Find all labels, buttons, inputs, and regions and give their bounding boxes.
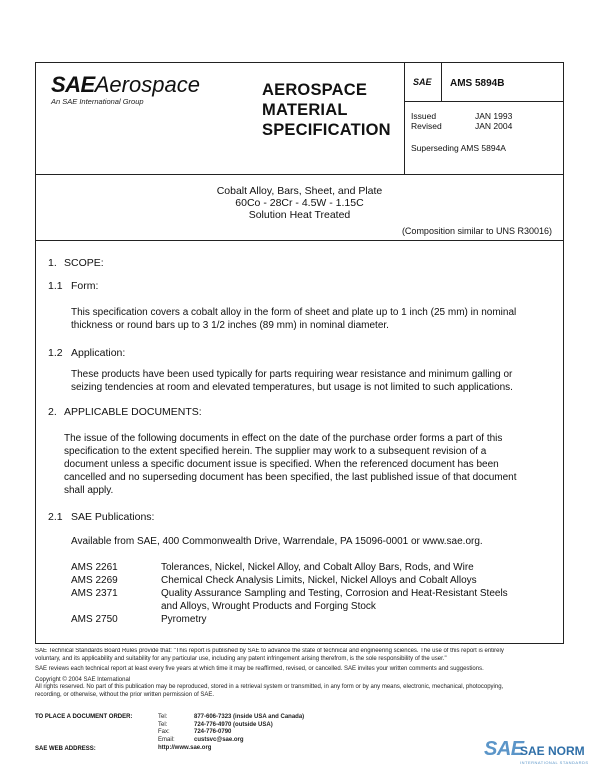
section-2-number: 2.: [48, 406, 57, 418]
doc-number: AMS 5894B: [450, 78, 505, 89]
section-1-2-title: Application:: [71, 347, 126, 359]
section-2-text: [64, 432, 517, 497]
logo-tagline: An SAE International Group: [51, 97, 144, 106]
footer-line: All rights reserved. No part of this publication may be reproduced, stored in a retrieval system or transmitted, in any form or by any means, electronic, mechanical, photocopying,: [35, 684, 504, 691]
text-line: These products have been used typically for parts requiring wear resistance and minimum galling or: [71, 369, 513, 380]
ref-code: AMS 2269: [71, 575, 118, 586]
watermark-sae-logo: SAE: [484, 738, 524, 760]
text-line: cancelled and no superseding document has been specified, the last published issue of that document: [64, 472, 517, 483]
docnum-divider: [404, 101, 564, 102]
section-1-1-number: 1.1: [48, 280, 63, 292]
ref-desc: Tolerances, Nickel, Nickel Alloy, and Cobalt Alloy Bars, Rods, and Wire: [161, 562, 474, 573]
section-1-1-title: Form:: [71, 280, 99, 292]
text-line: document unless a specific document issue is specified. When the referenced document has been: [64, 459, 499, 470]
text-line: shall apply.: [64, 485, 114, 496]
contact-label: Tel:: [158, 721, 168, 728]
footer-line: SAE Technical Standards Board Rules provide that: "This report is published by SAE to advance the state of technical and engineering sciences. The use of this report is entirely: [35, 648, 504, 654]
text-line: This specification covers a cobalt alloy in the form of sheet and plate up to 1 inch (25 mm) in nominal: [71, 307, 517, 318]
spec-title-line3: SPECIFICATION: [262, 121, 391, 139]
section-1-title: SCOPE:: [64, 257, 104, 269]
section-2-1-title: SAE Publications:: [71, 511, 155, 523]
section-2-1-text: Available from SAE, 400 Commonwealth Drive, Warrendale, PA 15096-0001 or www.sae.org.: [71, 536, 483, 547]
contact-label: Email:: [158, 736, 175, 743]
docnum-separator: [441, 62, 442, 101]
contact-value: 724-776-4970 (outside USA): [194, 721, 273, 728]
title-line3: Solution Heat Treated: [248, 209, 351, 221]
title-line2: 60Co - 28Cr - 4.5W - 1.15C: [235, 197, 364, 209]
ref-desc: and Alloys, Wrought Products and Forging Stock: [161, 601, 376, 612]
section-1-1-text: [71, 306, 516, 332]
title-line1: Cobalt Alloy, Bars, Sheet, and Plate: [216, 185, 383, 197]
footer-line: SAE reviews each technical report at least every five years at which time it may be reaffirmed, revised, or cancelled. SAE invites your written comments and suggestions.: [35, 666, 484, 673]
footer-line: recording, or otherwise, without the prior written permission of SAE.: [35, 691, 215, 698]
web-label: SAE WEB ADDRESS:: [35, 746, 96, 752]
footer-line: Copyright © 2004 SAE International: [35, 676, 131, 683]
superseding-note: Superseding AMS 5894A: [411, 143, 506, 153]
logo-aerospace-text: Aerospace: [94, 72, 200, 97]
spec-title-line1: AEROSPACE: [262, 81, 368, 99]
header-separator: [404, 62, 405, 174]
section-2-title: APPLICABLE DOCUMENTS:: [64, 406, 202, 418]
sae-mini-logo: SAE: [413, 77, 432, 87]
title-divider: [35, 240, 564, 241]
contact-value: 724-776-0790: [194, 729, 232, 736]
text-line: specification to the extent specified herein. The supplier may work to a subsequent revision of a: [64, 446, 487, 457]
section-1-2-text: [71, 368, 513, 394]
ref-code: AMS 2750: [71, 614, 118, 625]
document-title: [35, 185, 564, 221]
text-line: thickness or round bars up to 3 1/2 inches (89 mm) in nominal diameter.: [71, 320, 389, 331]
spec-title: [262, 80, 391, 140]
revised-date: JAN 2004: [475, 121, 513, 131]
section-2-1-number: 2.1: [48, 511, 63, 523]
sae-norm-watermark: [484, 738, 596, 770]
header-divider: [35, 174, 564, 175]
spec-title-line2: MATERIAL: [262, 101, 348, 119]
ref-desc: Quality Assurance Sampling and Testing, Corrosion and Heat-Resistant Steels: [161, 588, 508, 599]
contact-label: Tel:: [158, 714, 168, 720]
contact-value: 877-606-7323 (inside USA and Canada): [194, 714, 305, 720]
text-line: The issue of the following documents in effect on the date of the purchase order forms a part of this: [64, 433, 503, 444]
revised-label: Revised: [411, 121, 442, 131]
section-1-2-number: 1.2: [48, 347, 63, 359]
ref-code: AMS 2261: [71, 562, 118, 573]
ref-code: AMS 2371: [71, 588, 118, 599]
section-1-number: 1.: [48, 257, 57, 269]
order-label: TO PLACE A DOCUMENT ORDER:: [35, 714, 133, 720]
web-address[interactable]: http://www.sae.org: [158, 745, 212, 751]
contact-label: Fax:: [158, 729, 170, 736]
issued-label: Issued: [411, 111, 437, 121]
watermark-subtitle: INTERNATIONAL STANDARDS: [520, 760, 589, 765]
sae-aerospace-logo: [51, 72, 200, 98]
contact-value: custsvc@sae.org: [194, 736, 244, 743]
footer-notice: [35, 648, 567, 700]
composition-note: (Composition similar to UNS R30016): [401, 226, 552, 236]
footer-line: voluntary, and its applicability and suitability for any particular use, including any patent infringement arising therefrom, is the sole responsibility of the user.": [35, 655, 447, 662]
ref-desc: Pyrometry: [161, 614, 207, 625]
issued-date: JAN 1993: [475, 111, 513, 121]
logo-sae-text: SAE: [51, 72, 95, 97]
ref-desc: Chemical Check Analysis Limits, Nickel, Nickel Alloys and Cobalt Alloys: [161, 575, 477, 586]
watermark-norm-text: SAE NORM: [520, 744, 585, 758]
text-line: seizing tendencies at room and elevated temperatures, but usage is not limited to such applications.: [71, 382, 513, 393]
